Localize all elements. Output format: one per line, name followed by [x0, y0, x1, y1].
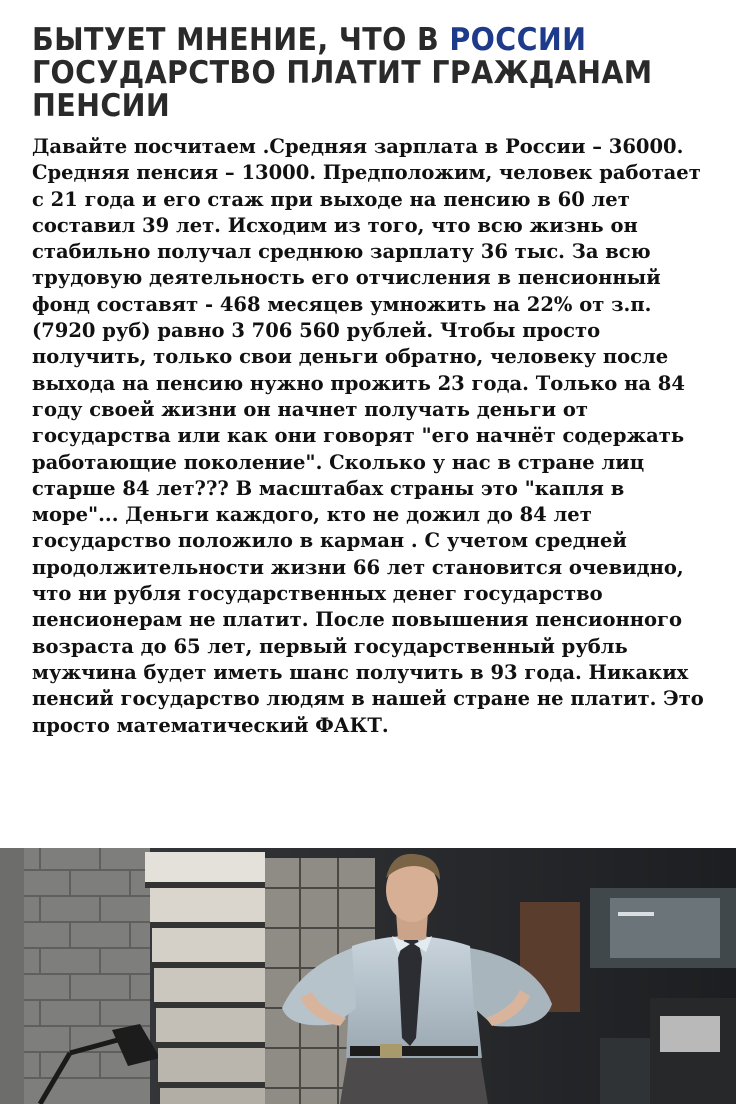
- article-body: Давайте посчитаем .Средняя зарплата в России – 36000. Средняя пенсия – 13000. Предположим, человек работает с 21 года и его стаж при выходе на пенсию в 60 лет составил 39 лет. Исходим из того, что всю жизнь он стабильно получал среднюю зарплату 36 тыс. За всю трудовую деятельность его отчисления в пенсионный фонд составят - 468 месяцев умножить на 22% от з.п. (7920 руб) равно 3 706 560 рублей. Чтобы просто получить, только свои деньги обратно, человеку после выхода на пенсию нужно прожить 23 года. Только на 84 году своей жизни он начнет получать деньги от государства или как они говорят "его начнёт содержать работающие поколение". Сколько у нас в стране лиц старше 84 лет??? В масштабах страны это "капля в море"... Деньги каждого, кто не дожил до 84 лет государство положило в карман . С учетом средней продолжительности жизни 66 лет становится очевидно, что ни рубля государственных денег государство пенсионерам не платит. После повышения пенсионного возраста до 65 лет, первый государственный рубль мужчина будет иметь шанс получить в 93 года. Никаких пенсий государство людям в нашей стране не платит. Это просто математический ФАКТ.: [32, 135, 704, 737]
- headline-part-2: ГОСУДАРСТВО ПЛАТИТ ГРАЖДАНАМ ПЕНСИИ: [32, 55, 653, 124]
- brick-wall: [0, 848, 150, 1104]
- headline: [32, 24, 667, 123]
- photo-illustration: [0, 848, 736, 1104]
- headline-accent: РОССИИ: [449, 22, 587, 58]
- headline-part-1: БЫТУЕТ МНЕНИЕ, ЧТО В: [32, 22, 450, 58]
- photo-man-in-archive: [0, 848, 736, 1104]
